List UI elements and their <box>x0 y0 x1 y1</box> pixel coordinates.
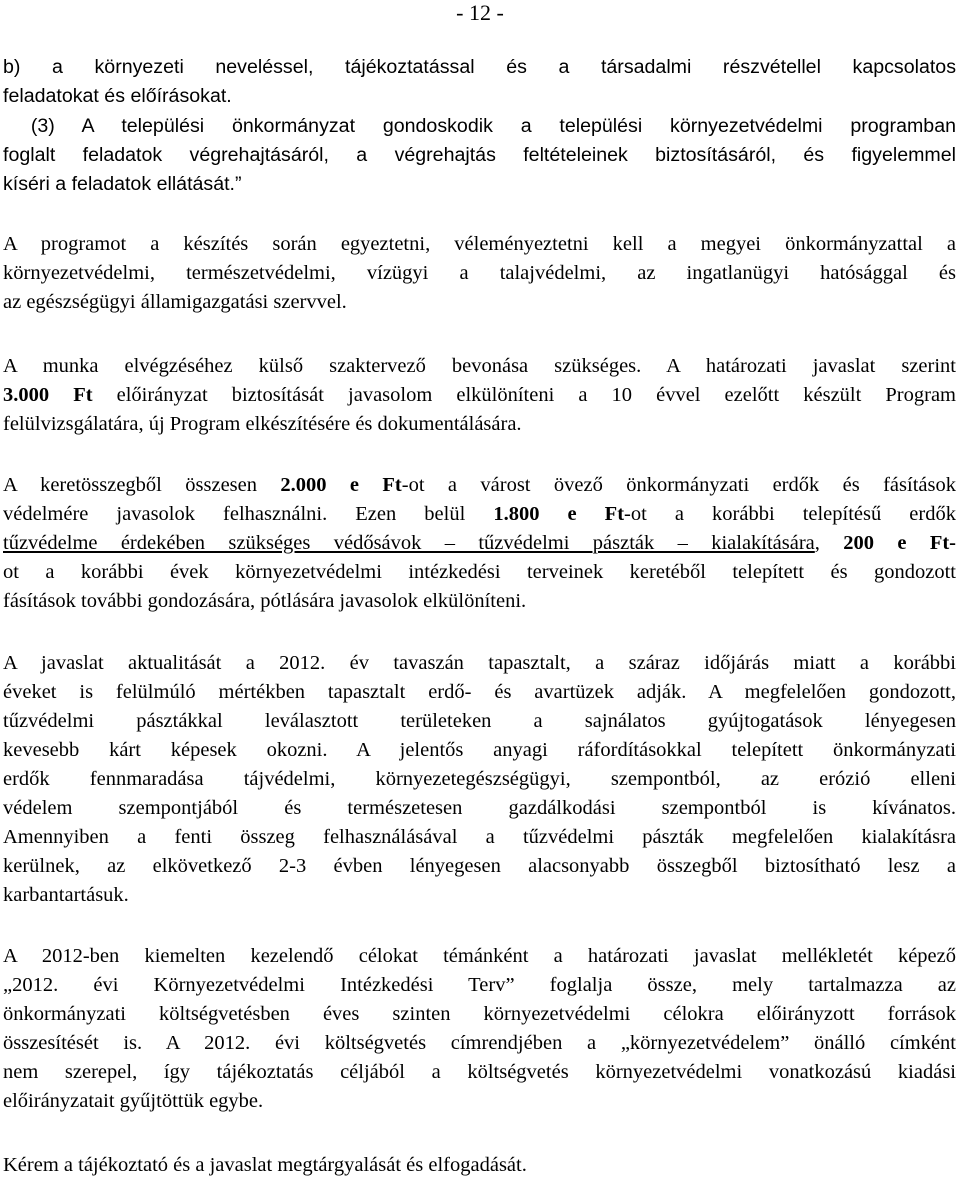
quote-paragraph-3 <box>3 112 956 199</box>
text-fragment: védelmére javasolok felhasználni. Ezen belül <box>3 503 494 525</box>
text-line: az egészségügyi államigazgatási szervvel. <box>3 291 347 313</box>
text-line: tűzvédelmi pásztákkal leválasztott területeken a sajnálatos gyújtogatások lényegesen <box>3 710 956 732</box>
text-fragment: A keretösszegből összesen <box>3 474 281 496</box>
text-line: éveket is felülmúló mértékben tapasztalt erdő- és avartüzek adják. A megfelelően gondozott, <box>3 681 956 703</box>
text-line: (3) A települési önkormányzat gondoskodik a települési környezetvédelmi programban <box>3 115 956 137</box>
text-line: „2012. évi Környezetvédelmi Intézkedési Terv” foglalja össze, mely tartalmazza az <box>3 974 956 996</box>
text-line: környezetvédelmi, természetvédelmi, vízügyi a talajvédelmi, az ingatlanügyi hatósággal és <box>3 262 956 284</box>
text-line <box>3 500 956 529</box>
amount-200: 200 e Ft- <box>843 532 957 554</box>
text-line: nem szerepel, így tájékoztatás céljából a költségvetés környezetvédelmi vonatkozású kiadási <box>3 1061 956 1083</box>
quote-paragraph-b <box>3 53 956 111</box>
text-fragment: , <box>814 532 844 554</box>
text-fragment: -ot a várost övező önkormányzati erdők és fásítások <box>401 474 956 496</box>
amount-3000: 3.000 Ft <box>3 384 93 406</box>
underlined-fragment: tűzvédelme érdekében szükséges védősávok – tűzvédelmi pászták – kialakítására <box>3 532 815 554</box>
paragraph-external-planner <box>3 352 956 439</box>
text-line: Kérem a tájékoztató és a javaslat megtárgyalását és elfogadását. <box>3 1154 527 1176</box>
text-line: erdők fennmaradása tájvédelmi, környezetegészségügyi, szempontból, az erózió elleni <box>3 768 956 790</box>
text-line: ot a korábbi évek környezetvédelmi intézkedési terveinek keretéből telepített és gondozott <box>3 561 956 583</box>
text-line: kevesebb kárt képesek okozni. A jelentős anyagi ráfordításokkal telepített önkormányzati <box>3 739 956 761</box>
amount-1800: 1.800 e Ft <box>493 503 625 525</box>
text-line: feladatokat és előírásokat. <box>3 85 232 107</box>
text-line: védelem szempontjából és természetesen gazdálkodási szempontból is kívánatos. <box>3 797 956 819</box>
text-fragment: -ot a korábbi telepítésű erdők <box>624 503 956 525</box>
text-line: A programot a készítés során egyeztetni, véleményeztetni kell a megyei önkormányzattal a <box>3 233 956 255</box>
amount-2000: 2.000 e Ft <box>280 474 402 496</box>
text-fragment: előirányzat biztosítását javasolom elkülöníteni a 10 évvel ezelőtt készült Program <box>92 384 956 406</box>
paragraph-request <box>3 1151 956 1180</box>
text-line: Amennyiben a fenti összeg felhasználásával a tűzvédelmi pászták megfelelően kialakításra <box>3 826 956 848</box>
text-line: foglalt feladatok végrehajtásáról, a végrehajtás feltételeinek biztosításáról, és figyelemmel <box>3 144 956 166</box>
text-line: A javaslat aktualitását a 2012. év tavaszán tapasztalt, a száraz időjárás miatt a korábbi <box>3 652 956 674</box>
paragraph-actuality <box>3 649 956 910</box>
text-line: karbantartásuk. <box>3 884 129 906</box>
text-line: önkormányzati költségvetésben éves szinten környezetvédelmi célokra előirányzott források <box>3 1003 956 1025</box>
text-line <box>3 529 956 558</box>
text-line: összesítését is. A 2012. évi költségvetés címrendjében a „környezetvédelem” önálló címként <box>3 1032 956 1054</box>
paragraph-budget-allocation <box>3 471 956 616</box>
page-number: - 12 - <box>456 0 504 25</box>
text-line: felülvizsgálatára, új Program elkészítésére és dokumentálására. <box>3 413 522 435</box>
text-line: fásítások további gondozására, pótlására javasolok elkülöníteni. <box>3 590 527 612</box>
paragraph-action-plan <box>3 942 956 1116</box>
paragraph-consultation <box>3 230 956 317</box>
text-line: előirányzatait gyűjtöttük egybe. <box>3 1090 264 1112</box>
text-line <box>3 381 956 410</box>
text-line: A munka elvégzéséhez külső szaktervező bevonása szükséges. A határozati javaslat szerint <box>3 355 956 377</box>
text-line: kíséri a feladatok ellátását.” <box>3 173 242 195</box>
text-line: kerülnek, az elkövetkező 2-3 évben lényegesen alacsonyabb összegből biztosítható lesz a <box>3 855 956 877</box>
text-line: A 2012-ben kiemelten kezelendő célokat témánként a határozati javaslat mellékletét képező <box>3 945 956 967</box>
text-line: b) a környezeti neveléssel, tájékoztatással és a társadalmi részvétellel kapcsolatos <box>3 56 956 78</box>
text-line <box>3 471 956 500</box>
